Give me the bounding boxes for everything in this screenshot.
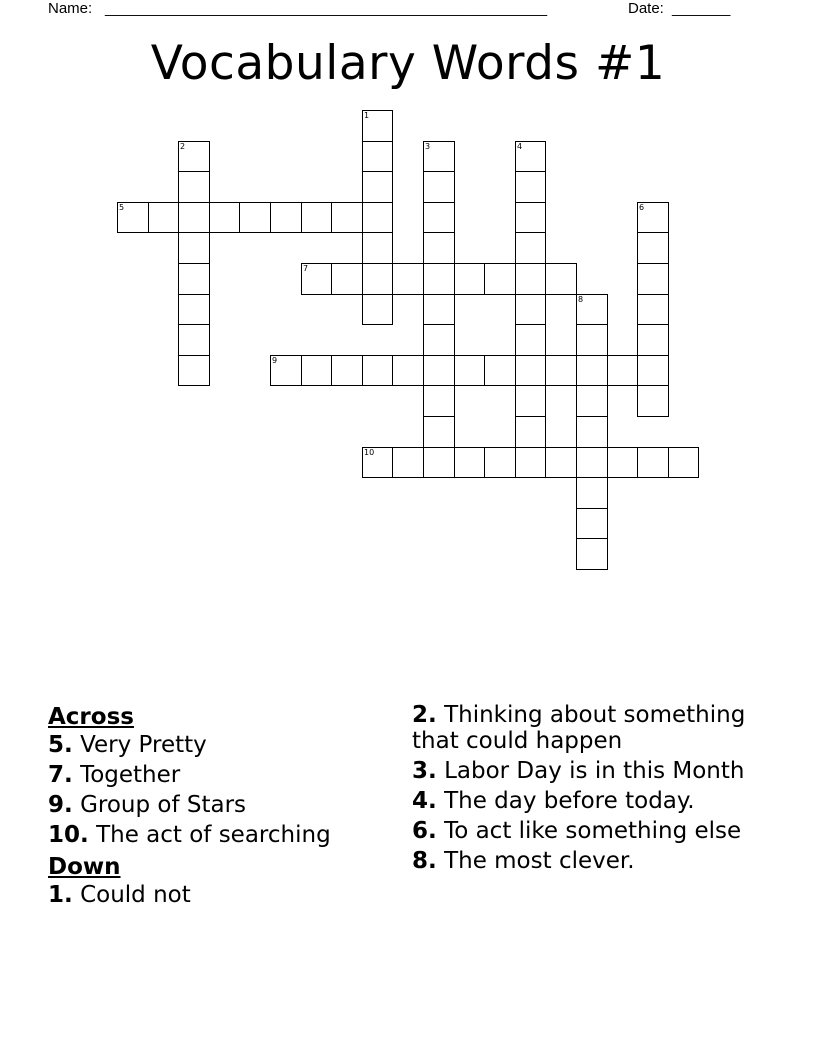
- grid-cell[interactable]: [576, 385, 608, 417]
- grid-cell[interactable]: [362, 202, 393, 233]
- grid-cell[interactable]: [362, 263, 393, 295]
- name-blank[interactable]: _____________________________________________________: [105, 0, 548, 17]
- clue-text: Together: [80, 762, 181, 788]
- clue-number: 8.: [412, 848, 437, 874]
- name-label: Name:: [48, 0, 93, 17]
- clue-number: 1.: [48, 882, 73, 908]
- grid-cell[interactable]: [423, 232, 455, 264]
- clues-column-right: [412, 702, 782, 878]
- clue-number: 3.: [412, 758, 437, 784]
- grid-cell[interactable]: [607, 355, 638, 386]
- grid-cell[interactable]: [178, 294, 210, 325]
- clue-number-label: 2: [180, 142, 186, 151]
- grid-cell[interactable]: [576, 508, 608, 539]
- grid-cell[interactable]: [392, 263, 424, 295]
- grid-cell[interactable]: [545, 355, 577, 386]
- clue-number-label: 4: [517, 142, 523, 151]
- grid-cell[interactable]: [178, 232, 210, 264]
- grid-cell[interactable]: [423, 355, 455, 386]
- grid-cell[interactable]: [576, 538, 608, 570]
- grid-cell[interactable]: [392, 447, 424, 478]
- clue-down-2: [412, 702, 782, 754]
- grid-cell[interactable]: [423, 385, 455, 417]
- grid-cell[interactable]: [454, 447, 485, 478]
- clue-number: 7.: [48, 762, 73, 788]
- grid-cell[interactable]: [362, 171, 393, 203]
- grid-cell[interactable]: [362, 294, 393, 325]
- grid-cell[interactable]: [637, 324, 669, 356]
- clue-number-label: 7: [303, 264, 309, 273]
- clue-number: 10.: [48, 822, 89, 848]
- clue-down-3: [412, 758, 782, 784]
- grid-cell[interactable]: [545, 263, 577, 295]
- clue-text: Thinking about something that could happen: [412, 702, 746, 754]
- grid-cell[interactable]: [515, 294, 546, 325]
- clue-across-7: [48, 762, 378, 788]
- date-label: Date:: [628, 0, 664, 17]
- grid-cell[interactable]: [178, 355, 210, 386]
- grid-cell[interactable]: [423, 416, 455, 448]
- grid-cell[interactable]: [576, 477, 608, 509]
- clues-column-left: [48, 702, 378, 912]
- clue-down-6: [412, 818, 782, 844]
- grid-cell[interactable]: [423, 294, 455, 325]
- clue-down-8: [412, 848, 782, 874]
- grid-cell[interactable]: [576, 416, 608, 448]
- grid-cell[interactable]: [637, 355, 669, 386]
- grid-cell[interactable]: [637, 294, 669, 325]
- grid-cell[interactable]: [239, 202, 271, 233]
- clue-number-label: 1: [364, 111, 370, 120]
- clue-text: To act like something else: [444, 818, 742, 844]
- grid-cell[interactable]: [209, 202, 240, 233]
- grid-cell[interactable]: [515, 202, 546, 233]
- grid-cell[interactable]: [178, 202, 210, 233]
- grid-cell[interactable]: [454, 263, 485, 295]
- grid-cell[interactable]: [637, 447, 669, 478]
- grid-cell[interactable]: [515, 324, 546, 356]
- grid-cell[interactable]: [545, 447, 577, 478]
- grid-cell[interactable]: [423, 324, 455, 356]
- clue-text: Very Pretty: [80, 732, 207, 758]
- clue-text: Could not: [80, 882, 191, 908]
- grid-cell[interactable]: [515, 355, 546, 386]
- clue-across-10: [48, 822, 378, 848]
- date-blank[interactable]: _______: [672, 0, 731, 17]
- clue-text: The day before today.: [444, 788, 695, 814]
- clue-number-label: 5: [119, 203, 125, 212]
- grid-cell[interactable]: [392, 355, 424, 386]
- clue-number: 9.: [48, 792, 73, 818]
- grid-cell[interactable]: [515, 232, 546, 264]
- grid-cell[interactable]: [331, 355, 363, 386]
- grid-cell[interactable]: [576, 324, 608, 356]
- grid-cell[interactable]: [515, 385, 546, 417]
- grid-cell[interactable]: [668, 447, 699, 478]
- page-title: Vocabulary Words #1: [150, 36, 666, 91]
- grid-cell[interactable]: [301, 202, 332, 233]
- grid-cell[interactable]: [607, 447, 638, 478]
- clue-text: Group of Stars: [80, 792, 247, 818]
- grid-cell[interactable]: [423, 171, 455, 203]
- grid-cell[interactable]: [637, 385, 669, 417]
- grid-cell[interactable]: [178, 324, 210, 356]
- grid-cell[interactable]: [148, 202, 179, 233]
- grid-cell[interactable]: [576, 447, 608, 478]
- clue-text: The most clever.: [444, 848, 635, 874]
- down-heading: Down: [48, 854, 121, 880]
- grid-cell[interactable]: [454, 355, 485, 386]
- clue-number-label: 6: [639, 203, 645, 212]
- clue-number: 2.: [412, 702, 437, 728]
- clue-text: The act of searching: [96, 822, 331, 848]
- clue-text: Labor Day is in this Month: [444, 758, 745, 784]
- clue-number-label: 10: [364, 448, 375, 457]
- clue-down-1: [48, 882, 378, 908]
- grid-cell[interactable]: [331, 263, 363, 295]
- grid-cell[interactable]: [515, 171, 546, 203]
- clue-number: 4.: [412, 788, 437, 814]
- grid-cell[interactable]: [484, 263, 516, 295]
- grid-cell[interactable]: [637, 232, 669, 264]
- grid-cell[interactable]: [484, 355, 516, 386]
- grid-cell[interactable]: [423, 263, 455, 295]
- grid-cell[interactable]: [515, 416, 546, 448]
- grid-cell[interactable]: [178, 171, 210, 203]
- across-heading: Across: [48, 704, 134, 730]
- clue-across-5: [48, 732, 378, 758]
- grid-cell[interactable]: [423, 202, 455, 233]
- grid-cell[interactable]: [301, 355, 332, 386]
- clue-number-label: 3: [425, 142, 431, 151]
- grid-cell[interactable]: [423, 447, 455, 478]
- clue-number-label: 9: [272, 356, 278, 365]
- grid-cell[interactable]: [270, 202, 302, 233]
- clue-number: 6.: [412, 818, 437, 844]
- grid-cell[interactable]: [484, 447, 516, 478]
- clue-down-4: [412, 788, 782, 814]
- clue-number-label: 8: [578, 295, 584, 304]
- grid-cell[interactable]: [515, 447, 546, 478]
- grid-cell[interactable]: [362, 232, 393, 264]
- grid-cell[interactable]: [515, 263, 546, 295]
- grid-cell[interactable]: [331, 202, 363, 233]
- clue-number: 5.: [48, 732, 73, 758]
- grid-cell[interactable]: [576, 355, 608, 386]
- grid-cell[interactable]: [362, 141, 393, 172]
- clue-across-9: [48, 792, 378, 818]
- grid-cell[interactable]: [178, 263, 210, 295]
- grid-cell[interactable]: [362, 355, 393, 386]
- grid-cell[interactable]: [637, 263, 669, 295]
